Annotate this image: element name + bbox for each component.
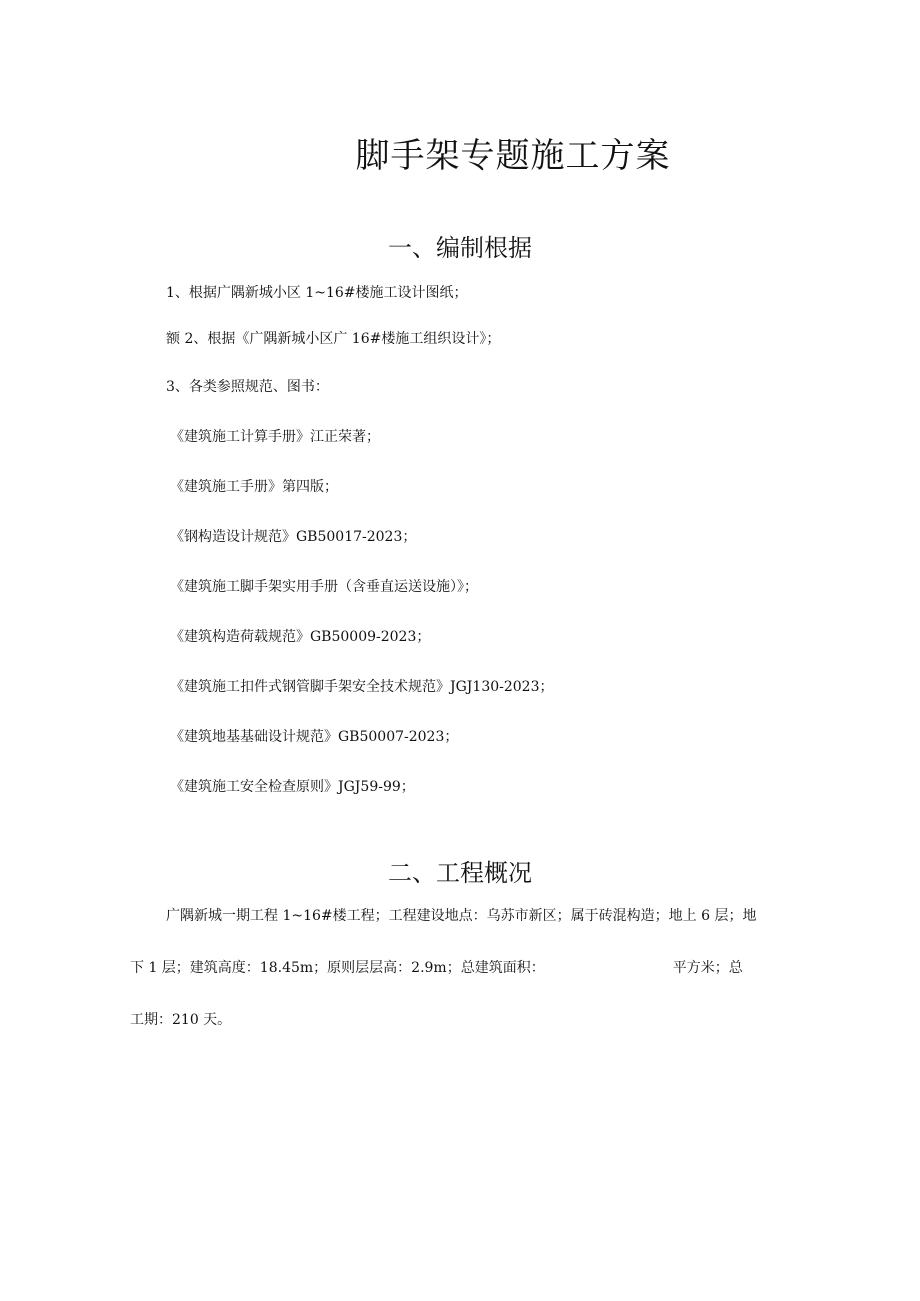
reference-item: 《建筑施工计算手册》江正荣著； xyxy=(170,429,380,445)
reference-item: 《钢构造设计规范》GB50017-2023； xyxy=(170,529,417,545)
overview-line-2 xyxy=(130,958,743,978)
overview-line-3: 工期：210 天。 xyxy=(130,1012,232,1028)
overview-line-2-start: 下 1 层；建筑高度：18.45m；原则层层高：2.9m；总建筑面积： xyxy=(130,960,545,976)
basis-item-2: 额 2、根据《广隅新城小区广 16#楼施工组织设计》； xyxy=(166,331,501,347)
reference-item: 《建筑施工手册》第四版； xyxy=(170,479,338,495)
section-heading-basis: 一、编制根据 xyxy=(388,234,532,262)
reference-item: 《建筑施工扣件式钢管脚手架安全技术规范》JGJ130-2023； xyxy=(170,679,554,695)
document-title: 脚手架专题施工方案 xyxy=(355,136,671,176)
overview-line-2-end: 平方米；总 xyxy=(672,960,743,976)
overview-line-1: 广隅新城一期工程 1~16#楼工程；工程建设地点：乌苏市新区；属于砖混构造；地上 6 层；地 xyxy=(166,908,757,924)
reference-item: 《建筑施工安全检查原则》JGJ59-99； xyxy=(170,779,415,795)
section-heading-overview: 二、工程概况 xyxy=(388,859,532,887)
reference-item: 《建筑构造荷载规范》GB50009-2023； xyxy=(170,629,431,645)
basis-item-1: 1、根据广隅新城小区 1~16#楼施工设计图纸； xyxy=(166,285,468,301)
reference-item: 《建筑地基基础设计规范》GB50007-2023； xyxy=(170,729,459,745)
reference-item: 《建筑施工脚手架实用手册（含垂直运送设施）》； xyxy=(170,579,478,595)
basis-item-3: 3、各类参照规范、图书： xyxy=(166,379,329,395)
